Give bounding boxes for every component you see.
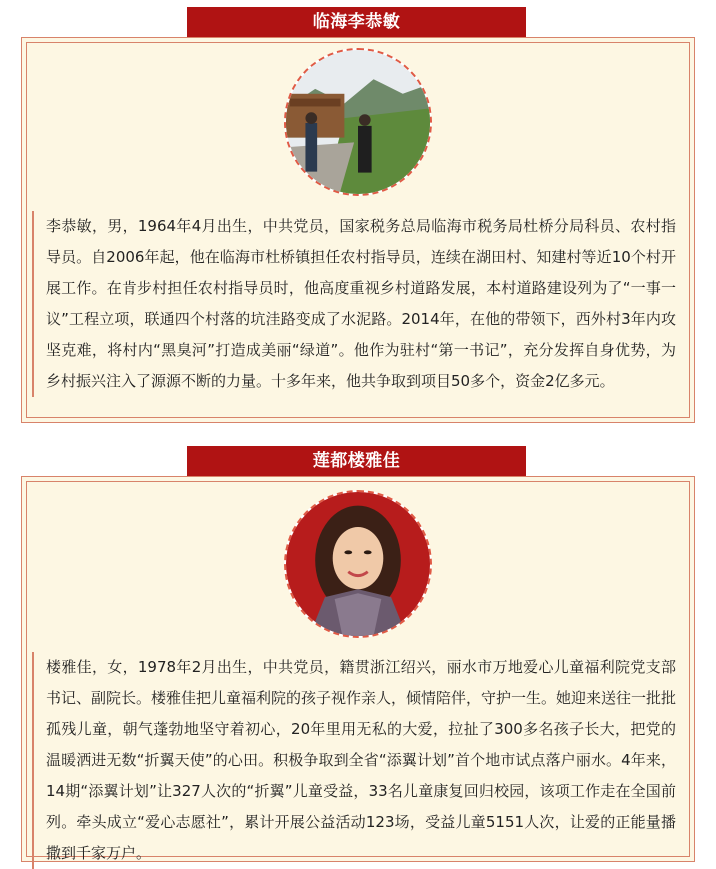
profile-bio: 李恭敏，男，1964年4月出生，中共党员，国家税务总局临海市税务局杜桥分局科员、农村指导员。自2006年起，他在临海市杜桥镇担任农村指导员，连续在湖田村、知建村等近10个村开展工作。在肯步村担任农村指导员时，他高度重视乡村道路发展，本村道路建设列为了“一事一议”工程立项，联通四个村落的坑洼路变成了水泥路。2014年，在他的带领下，西外村3年内攻坚克难，将村内“黑臭河”打造成美丽“绿道”。他作为驻村“第一书记”，充分发挥自身优势，为乡村振兴注入了源源不断的力量。十多年来，他共争取到项目50多个，资金2亿多元。 <box>32 211 684 397</box>
woman-portrait-photo <box>286 492 430 636</box>
profile-title: 临海李恭敏 <box>187 7 526 37</box>
profile-title: 莲都楼雅佳 <box>187 446 526 476</box>
portrait-photo-icon <box>284 48 432 196</box>
portrait-photo-icon <box>284 490 432 638</box>
profile-bio: 楼雅佳，女，1978年2月出生，中共党员，籍贯浙江绍兴，丽水市万地爱心儿童福利院党支部书记、副院长。楼雅佳把儿童福利院的孩子视作亲人，倾情陪伴，守护一生。她迎来送往一批批孤残儿童，朝气蓬勃地坚守着初心，20年里用无私的大爱，拉扯了300多名孩子长大，把党的温暖洒进无数“折翼天使”的心田。积极争取到全省“添翼计划”首个地市试点落户丽水。4年来，14期“添翼计划”让327人次的“折翼”儿童受益，33名儿童康复回归校园，该项工作走在全国前列。牵头成立“爱心志愿社”，累计开展公益活动123场，受益儿童5151人次，让爱的正能量播撒到千家万户。 <box>32 652 684 869</box>
rural-road-photo <box>286 50 430 194</box>
